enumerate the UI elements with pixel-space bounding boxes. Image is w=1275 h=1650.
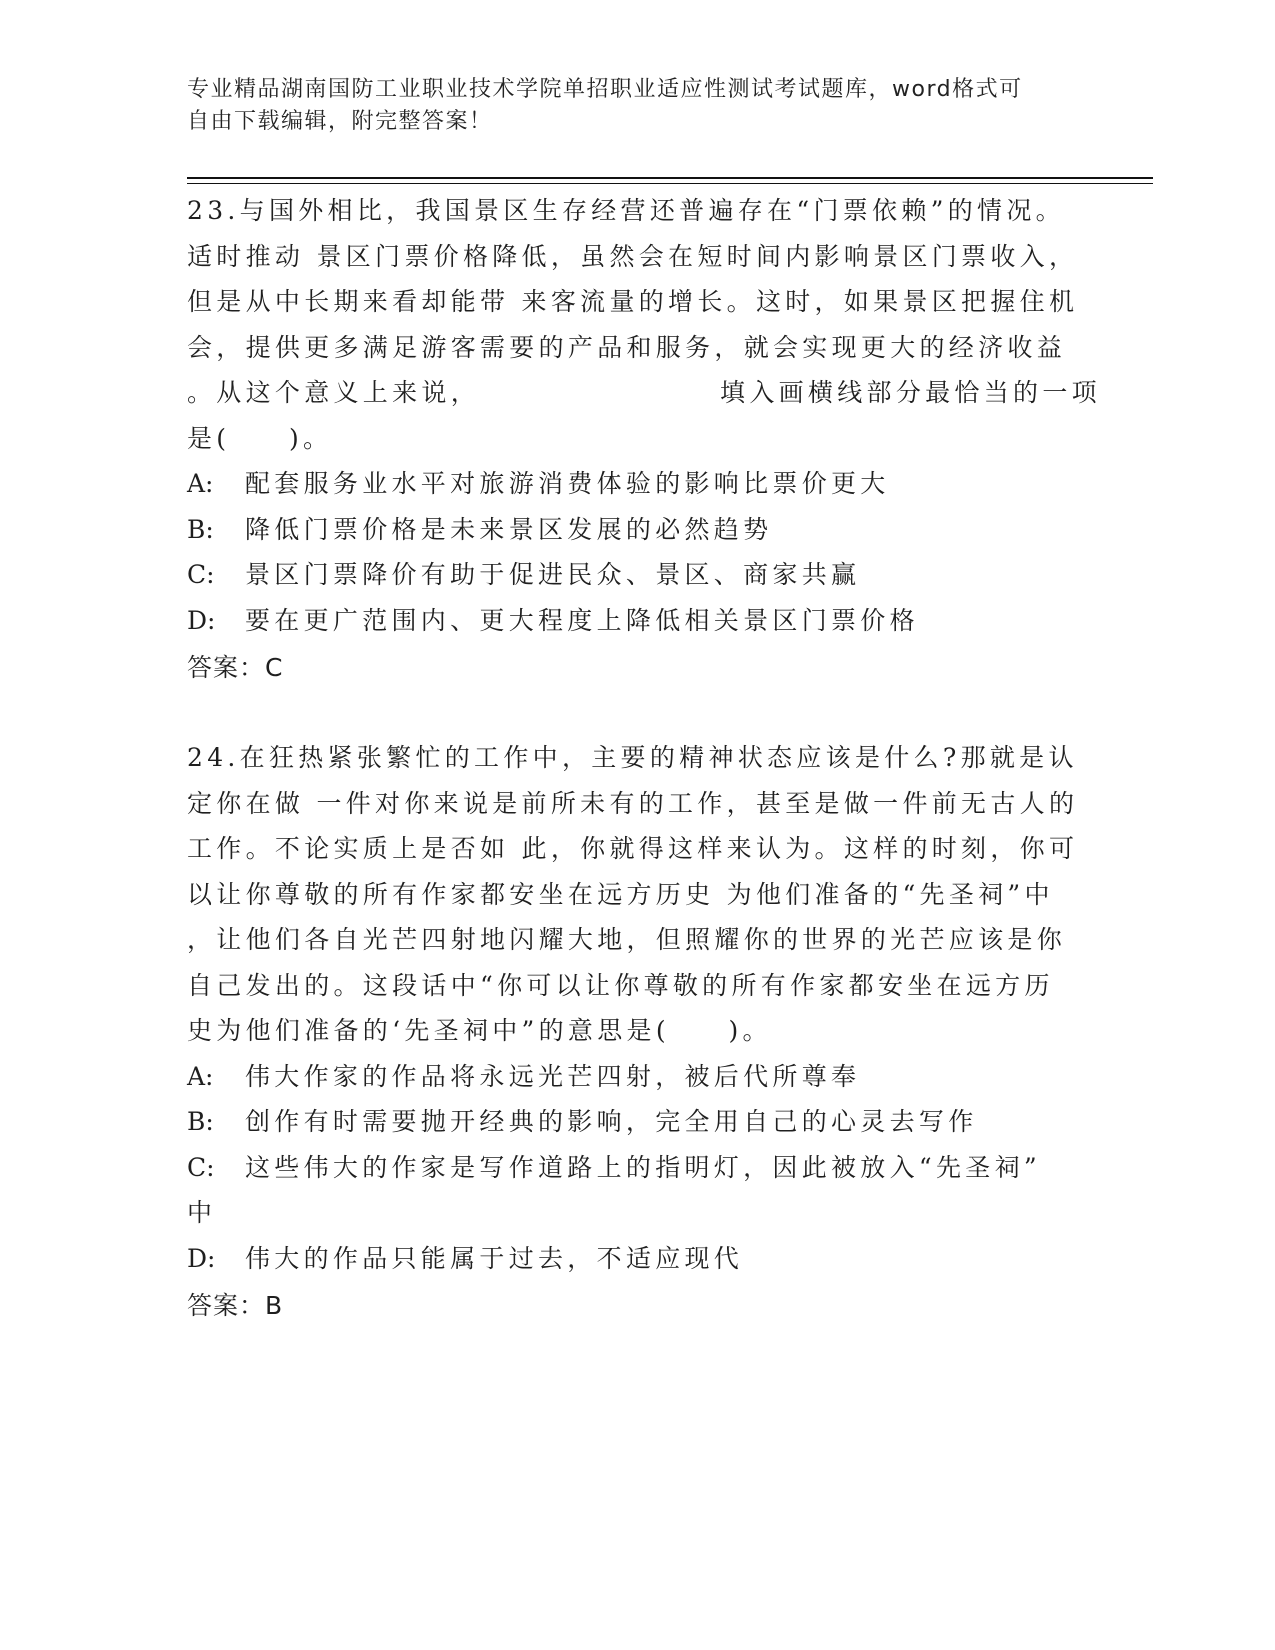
- answer-line: 答案：B: [187, 1291, 284, 1320]
- option-key: B:: [187, 1107, 214, 1136]
- option-key: A:: [187, 1061, 214, 1091]
- option-c: [187, 552, 1067, 598]
- question-stem-line: 23.与国外相比，我国景区生存经营还普遍存在“门票依赖”的情况。: [187, 196, 1065, 225]
- option-c: [187, 1145, 1067, 1191]
- option-text: 要在更广范围内、更大程度上降低相关景区门票价格: [245, 605, 919, 635]
- option-key: C:: [187, 1152, 215, 1182]
- question-24: [187, 735, 1079, 1329]
- option-d: [187, 598, 1067, 644]
- stem-fragment-before-blank: 。从这个意义上来说，: [187, 378, 481, 407]
- option-c-continuation: [187, 1190, 1067, 1236]
- question-stem-line: 自己发出的。这段话中“你可以让你尊敬的所有作家都安坐在远方历: [187, 970, 1054, 1000]
- header-divider-thin: [187, 183, 1153, 184]
- option-text: 中: [187, 1198, 217, 1227]
- question-stem-line: 但是从中长期来看却能带 来客流量的增长。这时，如果景区把握住机: [187, 287, 1079, 316]
- page-header: [187, 74, 1067, 138]
- option-text: 这些伟大的作家是写作道路上的指明灯，因此被放入“先圣祠”: [245, 1152, 1041, 1182]
- option-a: [187, 461, 1067, 507]
- header-divider-thick: [187, 177, 1153, 179]
- question-stem-line: ，让他们各自光芒四射地闪耀大地，但照耀你的世界的光芒应该是你: [187, 925, 1067, 954]
- option-key: D:: [187, 1243, 216, 1273]
- option-a: [187, 1054, 1067, 1100]
- question-stem-line: 会，提供更多满足游客需要的产品和服务，就会实现更大的经济收益: [187, 332, 1067, 362]
- option-text: 创作有时需要抛开经典的影响，完全用自己的心灵去写作: [245, 1107, 978, 1136]
- question-stem-line: 史为他们准备的‘先圣祠中”的意思是( )。: [187, 1016, 772, 1045]
- question-stem-line: 定你在做 一件对你来说是前所未有的工作，甚至是做一件前无古人的: [187, 788, 1079, 818]
- question-stem-line: 以让你尊敬的所有作家都安坐在远方历史 为他们准备的“先圣祠”中: [187, 879, 1054, 909]
- option-text: 伟大作家的作品将永远光芒四射，被后代所尊奉: [245, 1061, 861, 1091]
- option-key: D:: [187, 605, 216, 635]
- question-stem-line-with-blank: [187, 370, 1101, 416]
- header-line-2: 自由下载编辑，附完整答案！: [187, 109, 493, 134]
- option-text: 配套服务业水平对旅游消费体验的影响比票价更大: [245, 469, 890, 498]
- option-b: [187, 1099, 1067, 1145]
- question-stem-line: 是( )。: [187, 423, 333, 453]
- option-text: 降低门票价格是未来景区发展的必然趋势: [245, 514, 773, 544]
- option-d: [187, 1236, 1067, 1282]
- option-b: [187, 507, 1067, 553]
- question-stem-line: 24.在狂热紧张繁忙的工作中，主要的精神状态应该是什么?那就是认: [187, 743, 1078, 772]
- option-key: A:: [187, 469, 214, 498]
- question-23: [187, 188, 1101, 691]
- question-stem-line: 工作。不论实质上是否如 此，你就得这样来认为。这样的时刻，你可: [187, 834, 1079, 863]
- option-key: B:: [187, 514, 214, 544]
- option-text: 景区门票降价有助于促进民众、景区、商家共赢: [245, 560, 861, 589]
- answer-line: 答案：C: [187, 653, 284, 682]
- stem-fragment-after-blank: 填入画横线部分最恰当的一项: [720, 378, 1101, 407]
- header-line-1: 专业精品湖南国防工业职业技术学院单招职业适应性测试考试题库，word格式可: [187, 77, 1023, 102]
- question-stem-line: 适时推动 景区门票价格降低，虽然会在短时间内影响景区门票收入，: [187, 241, 1079, 271]
- option-text: 伟大的作品只能属于过去，不适应现代: [245, 1243, 744, 1273]
- option-key: C:: [187, 560, 215, 589]
